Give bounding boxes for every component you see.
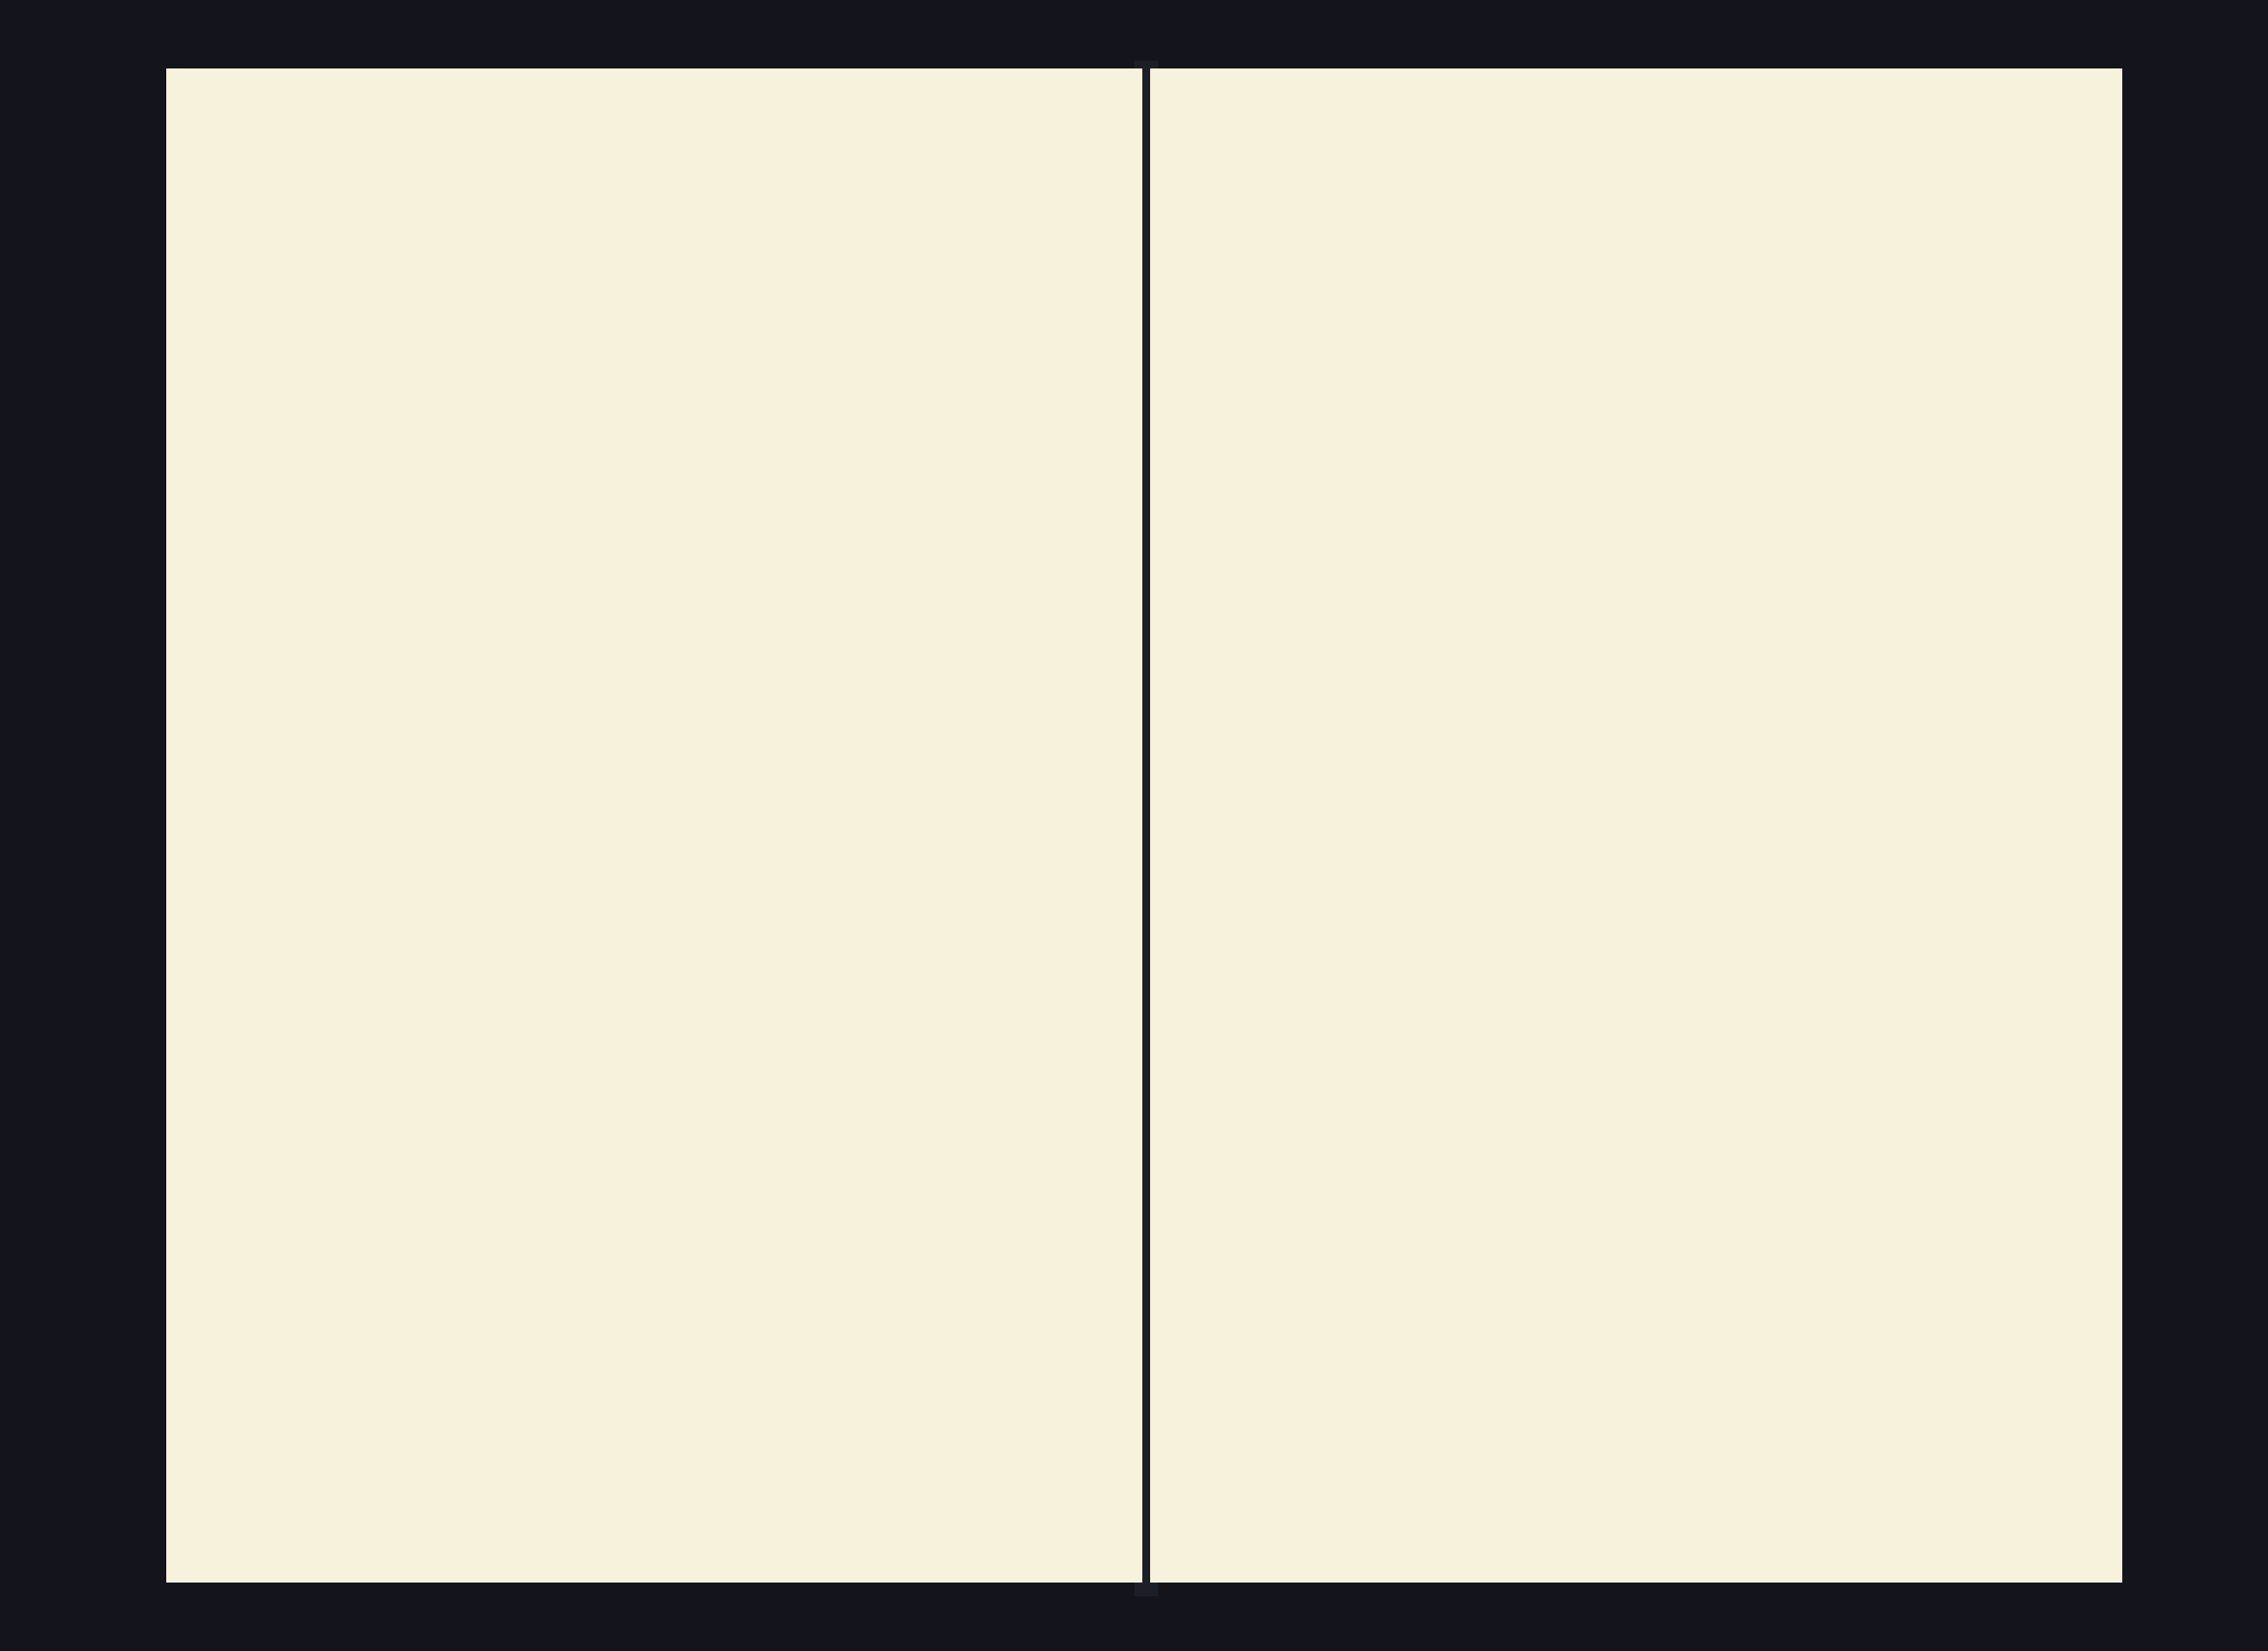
left-page	[166, 68, 1142, 1583]
right-page	[1150, 68, 2122, 1583]
